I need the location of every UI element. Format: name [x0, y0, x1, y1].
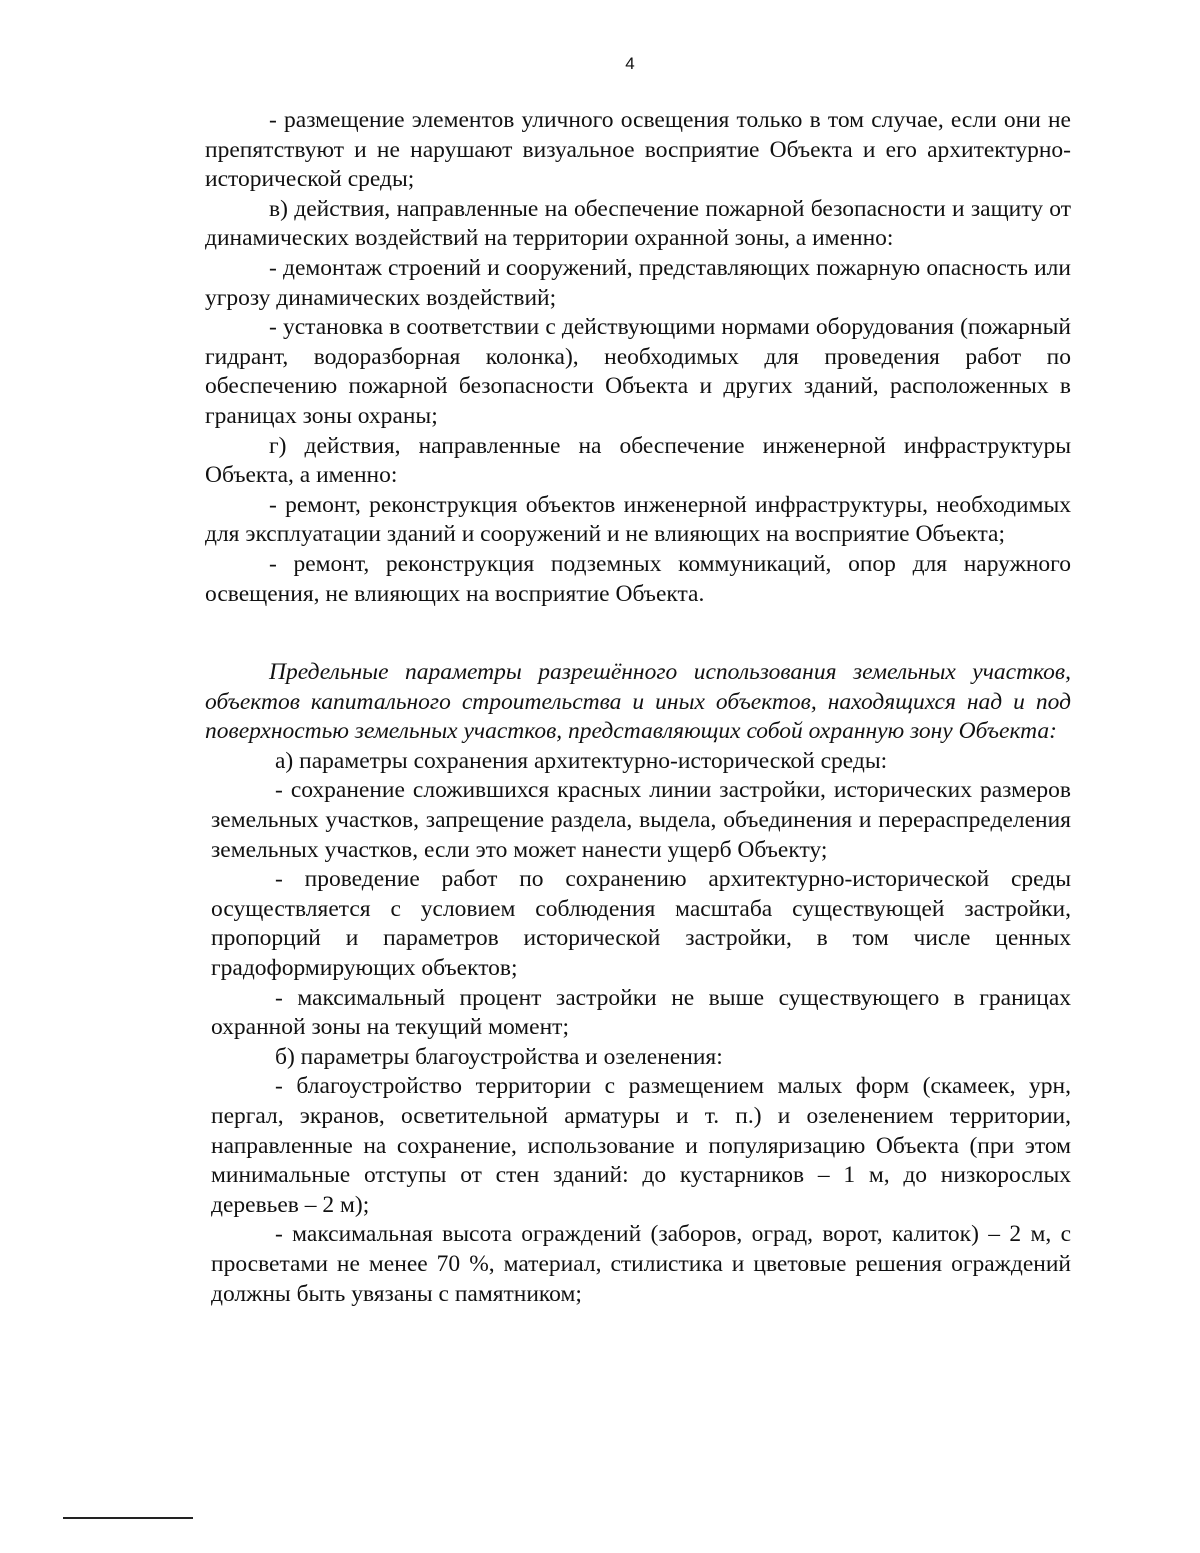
paragraph-max-density: - максимальный процент застройки не выше существующего в границах охранной зоны на текущий момент;	[211, 984, 1071, 1041]
paragraph-fences: - максимальная высота ограждений (заборов, оград, ворот, калиток) – 2 м, с просветами не менее 70 %, материал, стилистика и цветовые решения ограждений должны быть увязаны с памятником;	[211, 1221, 1071, 1307]
page-number: 4	[625, 54, 635, 73]
paragraph-underground-repair: - ремонт, реконструкция подземных коммуникаций, опор для наружного освещения, не влияющих на восприятие Объекта.	[205, 550, 1071, 607]
paragraph-preservation-works: - проведение работ по сохранению архитектурно-исторической среды осуществляется с условием соблюдения масштаба существующей застройки, пропорций и параметров исторической застройки, в том числе ценных градоформирующих объектов;	[211, 866, 1071, 982]
paragraph-infrastructure-repair: - ремонт, реконструкция объектов инженерной инфраструктуры, необходимых для эксплуатации зданий и сооружений и не влияющих на восприятие Объекта;	[205, 491, 1071, 548]
footer-divider	[63, 1517, 193, 1519]
paragraph-street-lighting: - размещение элементов уличного освещения только в том случае, если они не препятствуют и не нарушают визуальное восприятие Объекта и его архитектурно-исторической среды;	[205, 107, 1071, 193]
paragraph-fire-safety-heading: в) действия, направленные на обеспечение пожарной безопасности и защиту от динамических воздействий на территории охранной зоны, а именно:	[205, 195, 1071, 252]
paragraph-demolition: - демонтаж строений и сооружений, представляющих пожарную опасность или угрозу динамических воздействий;	[205, 254, 1071, 311]
paragraph-spacer	[205, 609, 1071, 658]
document-body	[205, 106, 1071, 1309]
paragraph-preservation-heading: а) параметры сохранения архитектурно-исторической среды:	[275, 747, 888, 774]
paragraph-landscaping: - благоустройство территории с размещением малых форм (скамеек, урн, пергал, экранов, осветительной арматуры и т. п.) и озеленением территории, направленные на сохранение, использование и популяризацию Объекта (при этом минимальные отступы от стен зданий: до кустарников – 1 м, до низкорослых деревьев – 2 м);	[211, 1073, 1071, 1218]
paragraph-equipment-installation: - установка в соответствии с действующими нормами оборудования (пожарный гидрант, водоразборная колонка), необходимых для проведения работ по обеспечению пожарной безопасности Объекта и других зданий, расположенных в границах зоны охраны;	[205, 314, 1071, 429]
paragraph-red-lines: - сохранение сложившихся красных линии застройки, исторических размеров земельных участков, запрещение раздела, выдела, объединения и перераспределения земельных участков, если это может нанести ущерб Объекту;	[211, 777, 1071, 863]
section-heading-parameters: Предельные параметры разрешённого использования земельных участков, объектов капитального строительства и иных объектов, находящихся над и под поверхностью земельных участков, представляющих собой охранную зону Объекта:	[205, 659, 1071, 745]
paragraph-engineering-heading: г) действия, направленные на обеспечение инженерной инфраструктуры Объекта, а именно:	[205, 432, 1071, 489]
paragraph-landscaping-heading: б) параметры благоустройства и озеленения:	[275, 1043, 723, 1070]
